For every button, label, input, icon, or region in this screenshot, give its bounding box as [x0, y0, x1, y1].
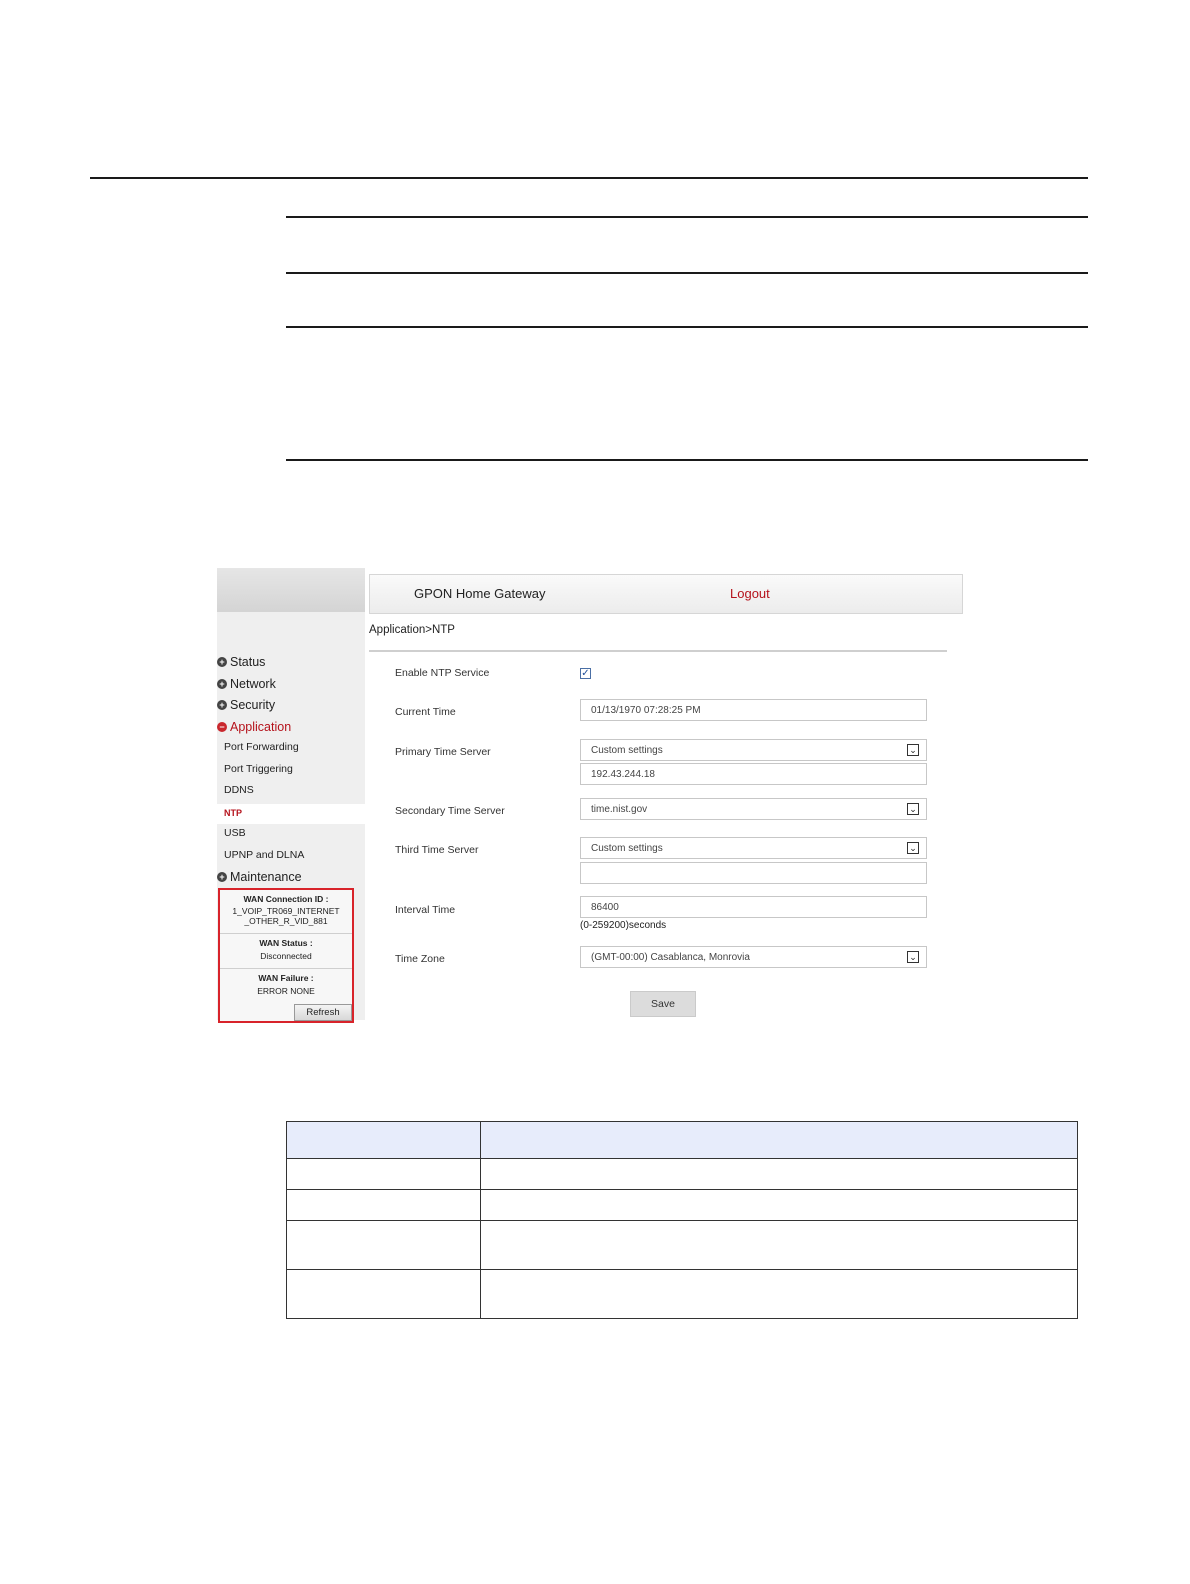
sidebar-header — [217, 568, 365, 612]
table-header-cell — [481, 1122, 1078, 1159]
enable-ntp-label: Enable NTP Service — [395, 667, 490, 679]
logout-link[interactable]: Logout — [730, 586, 770, 601]
parameter-table — [286, 1121, 1078, 1319]
save-button[interactable]: Save — [630, 991, 696, 1017]
sidebar-item-label: Maintenance — [230, 870, 302, 884]
sidebar-item-label: Security — [230, 698, 276, 712]
expand-icon: + — [217, 872, 227, 882]
page-top-rule — [90, 177, 1088, 179]
table-cell — [287, 1159, 481, 1190]
secondary-server-label: Secondary Time Server — [395, 805, 505, 817]
current-time-label: Current Time — [395, 706, 456, 718]
table-header-row — [287, 1122, 1078, 1159]
sidebar-item-network[interactable] — [217, 677, 276, 691]
interval-time-input[interactable] — [580, 896, 927, 918]
sidebar-item-label: Status — [230, 655, 266, 669]
interval-time-value: 86400 — [591, 902, 619, 913]
current-time-field[interactable] — [580, 699, 927, 721]
table-row — [287, 1190, 1078, 1221]
table-row — [287, 1159, 1078, 1190]
table-cell — [287, 1190, 481, 1221]
sidebar-item-label: Network — [230, 677, 276, 691]
section-rule-4 — [286, 459, 1088, 461]
checkmark-icon: ✓ — [581, 668, 590, 679]
primary-server-label: Primary Time Server — [395, 746, 491, 758]
secondary-server-selected: time.nist.gov — [591, 804, 648, 815]
sidebar-sub-upnp-dlna[interactable]: UPNP and DLNA — [224, 849, 305, 861]
table-cell — [287, 1270, 481, 1319]
table-cell — [481, 1270, 1078, 1319]
gateway-screenshot — [217, 568, 961, 1020]
sidebar — [217, 568, 365, 1020]
expand-icon: + — [217, 700, 227, 710]
wan-status-label: WAN Status : — [259, 938, 313, 948]
wan-info-panel — [218, 888, 354, 1023]
sidebar-item-maintenance[interactable] — [217, 870, 302, 884]
table-header-cell — [287, 1122, 481, 1159]
refresh-button[interactable]: Refresh — [294, 1004, 352, 1021]
section-rule-1 — [286, 216, 1088, 218]
section-rule-3 — [286, 326, 1088, 328]
wan-connection-value: 1_VOIP_TR069_INTERNET _OTHER_R_VID_881 — [232, 906, 340, 926]
sidebar-item-application[interactable] — [217, 720, 291, 734]
breadcrumb: Application>NTP — [369, 624, 455, 636]
third-server-selected: Custom settings — [591, 843, 663, 854]
third-server-select[interactable] — [580, 837, 927, 859]
sidebar-item-security[interactable] — [217, 698, 275, 712]
chevron-down-icon: ⌄ — [907, 744, 919, 756]
wan-failure-section — [220, 969, 352, 996]
primary-server-select[interactable] — [580, 739, 927, 761]
primary-server-selected: Custom settings — [591, 745, 663, 756]
third-server-label: Third Time Server — [395, 844, 479, 856]
top-bar — [369, 574, 963, 614]
wan-connection-section — [220, 890, 352, 934]
sidebar-item-label: Application — [230, 720, 292, 734]
section-rule-2 — [286, 272, 1088, 274]
table-row — [287, 1270, 1078, 1319]
current-time-value: 01/13/1970 07:28:25 PM — [591, 705, 701, 716]
table-cell — [481, 1190, 1078, 1221]
collapse-icon: − — [217, 722, 227, 732]
time-zone-selected: (GMT-00:00) Casablanca, Monrovia — [591, 952, 750, 963]
wan-connection-label: WAN Connection ID : — [243, 894, 329, 904]
table-cell — [481, 1221, 1078, 1270]
sidebar-sub-usb[interactable]: USB — [224, 827, 246, 839]
wan-failure-value: ERROR NONE — [257, 986, 315, 996]
table-cell — [287, 1221, 481, 1270]
chevron-down-icon: ⌄ — [907, 951, 919, 963]
expand-icon: + — [217, 679, 227, 689]
table-cell — [481, 1159, 1078, 1190]
secondary-server-select[interactable] — [580, 798, 927, 820]
sidebar-item-status[interactable] — [217, 655, 265, 669]
primary-server-input[interactable] — [580, 763, 927, 785]
app-title: GPON Home Gateway — [414, 586, 546, 601]
sidebar-sub-port-forwarding[interactable]: Port Forwarding — [224, 741, 299, 753]
wan-failure-label: WAN Failure : — [258, 973, 314, 983]
interval-range-hint: (0-259200)seconds — [580, 920, 667, 931]
interval-time-label: Interval Time — [395, 904, 456, 916]
table-row — [287, 1221, 1078, 1270]
expand-icon: + — [217, 657, 227, 667]
wan-status-value: Disconnected — [260, 951, 312, 961]
primary-server-value: 192.43.244.18 — [591, 769, 655, 780]
sidebar-sub-port-triggering[interactable]: Port Triggering — [224, 763, 293, 775]
wan-status-section — [220, 934, 352, 969]
chevron-down-icon: ⌄ — [907, 803, 919, 815]
enable-ntp-checkbox[interactable] — [580, 668, 591, 679]
sidebar-sub-ntp[interactable]: NTP — [224, 808, 242, 818]
breadcrumb-divider — [369, 650, 947, 652]
sidebar-sub-ddns[interactable]: DDNS — [224, 784, 254, 796]
third-server-input[interactable] — [580, 862, 927, 884]
time-zone-select[interactable] — [580, 946, 927, 968]
time-zone-label: Time Zone — [395, 953, 445, 965]
chevron-down-icon: ⌄ — [907, 842, 919, 854]
